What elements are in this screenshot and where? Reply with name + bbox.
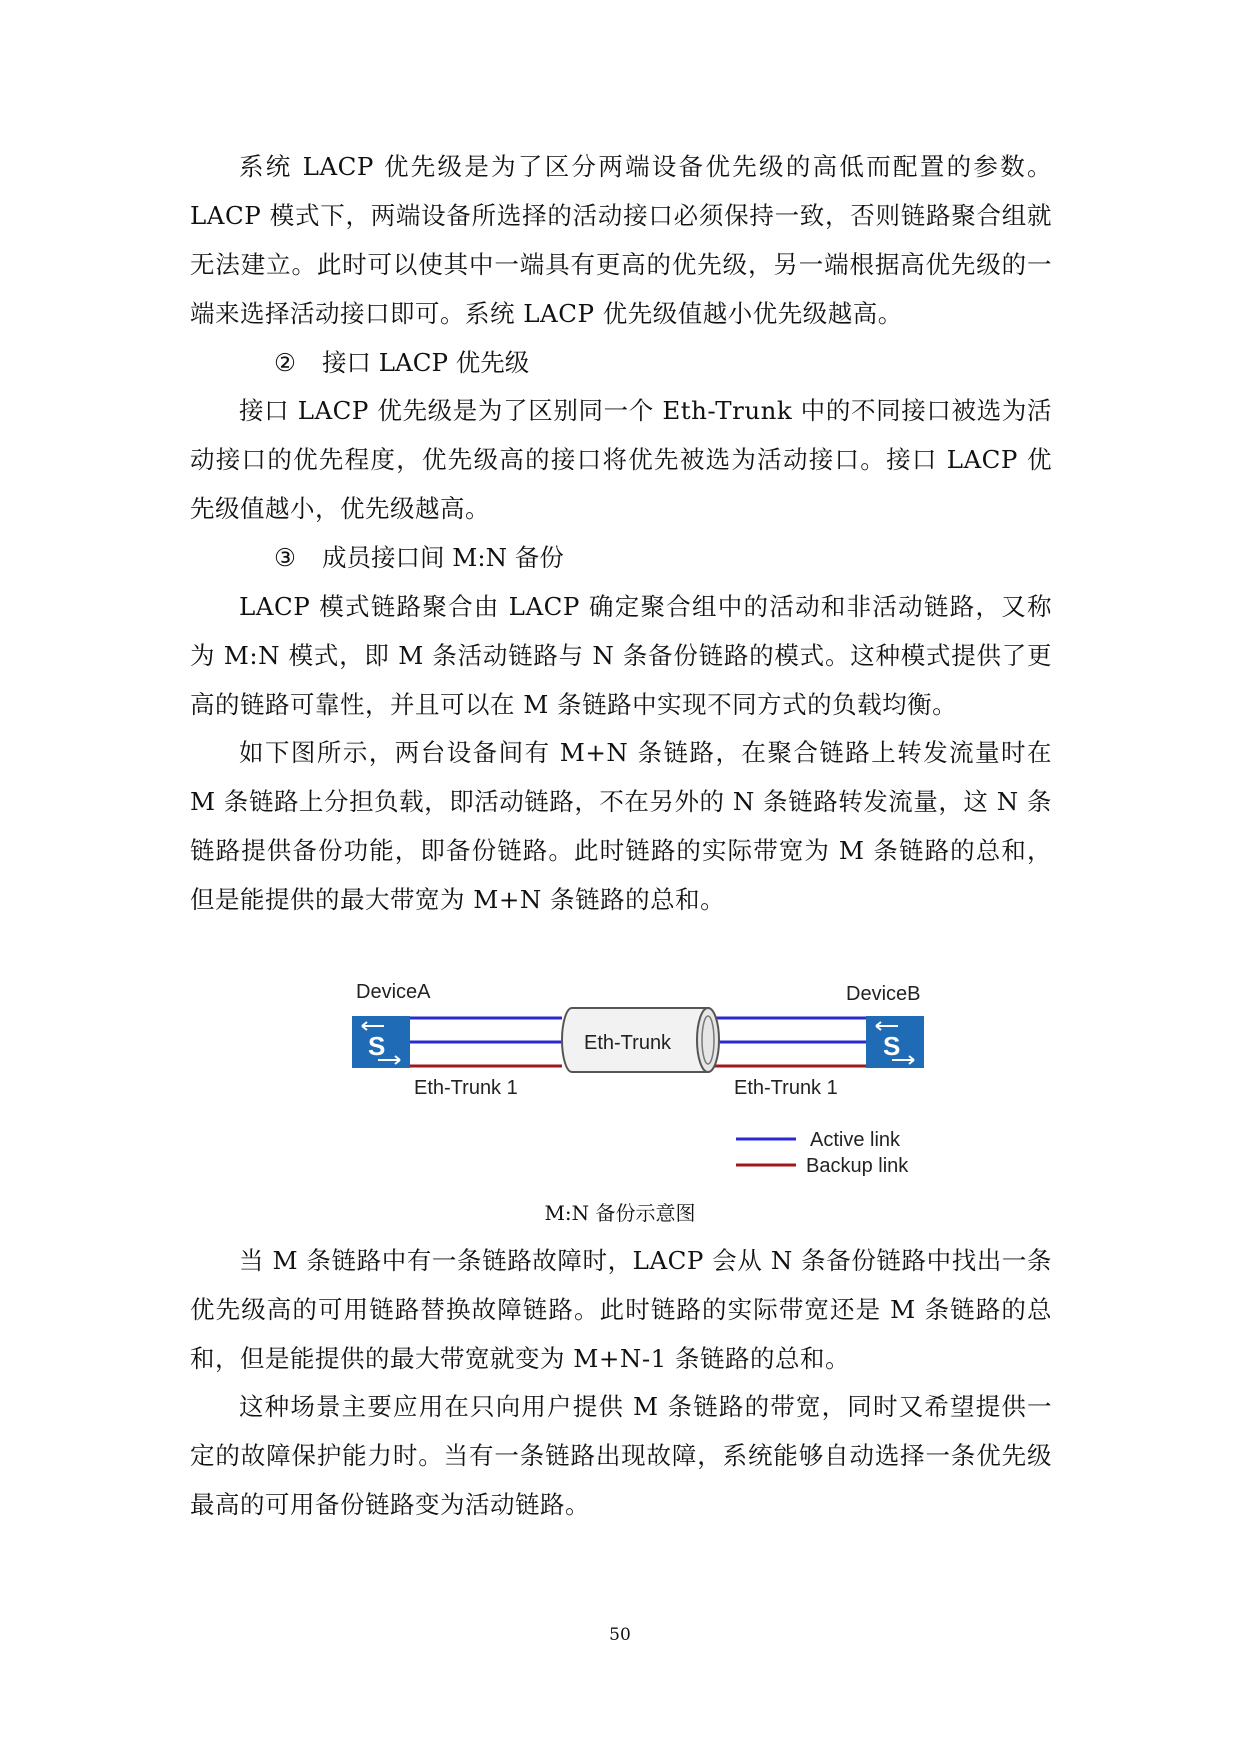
device-a-label: DeviceA [356,981,431,1003]
paragraph-interface-lacp-priority: 接口 LACP 优先级是为了区别同一个 Eth-Trunk 中的不同接口被选为活动接口的优先程度，优先级高的接口将优先被选为活动接口。接口 LACP 优先级值越小，优先级越高。 [190,396,1052,523]
item-number: ② [274,348,296,377]
device-a-switch-icon [352,1016,410,1068]
list-item-interface-lacp-priority [274,338,529,387]
paragraph-use-case: 这种场景主要应用在只向用户提供 M 条链路的带宽，同时又希望提供一定的故障保护能力时。当有一条链路出现故障，系统能够自动选择一条优先级最高的可用备份链路变为活动链路。 [190,1392,1052,1519]
eth-trunk-label: Eth-Trunk [584,1032,672,1054]
paragraph-figure-intro: 如下图所示，两台设备间有 M+N 条链路，在聚合链路上转发流量时在 M 条链路上分担负载，即活动链路，不在另外的 N 条链路转发流量，这 N 条链路提供备份功能，即备份链路。此时链路的实际带宽为 M 条链路的总和，但是能提供的最大带宽为 M+N 条链路的总和。 [190,738,1052,914]
legend-active-label: Active link [810,1129,901,1151]
item-title: 接口 LACP 优先级 [322,348,530,377]
device-b-label: DeviceB [846,983,921,1005]
switch-glyph: S [368,1031,386,1061]
paragraph-link-failure: 当 M 条链路中有一条链路故障时，LACP 会从 N 条备份链路中找出一条优先级高的可用链路替换故障链路。此时链路的实际带宽还是 M 条链路的总和，但是能提供的最大带宽就变为 M+N-1 条链路的总和。 [190,1246,1052,1373]
paragraph-mn-mode: LACP 模式链路聚合由 LACP 确定聚合组中的活动和非活动链路，又称为 M:N 模式，即 M 条活动链路与 N 条备份链路的模式。这种模式提供了更高的链路可靠性，并且可以在 M 条链路中实现不同方式的负载均衡。 [190,592,1052,719]
paragraph-system-lacp-priority: 系统 LACP 优先级是为了区分两端设备优先级的高低而配置的参数。LACP 模式下，两端设备所选择的活动接口必须保持一致，否则链路聚合组就无法建立。此时可以使其中一端具有更高的优先级，另一端根据高优先级的一端来选择活动接口即可。系统 LACP 优先级值越小优先级越高。 [190,152,1052,328]
page-number: 50 [609,1625,631,1645]
switch-glyph: S [883,1031,901,1061]
list-item-mn-backup [274,533,564,582]
item-title: 成员接口间 M:N 备份 [322,543,564,572]
eth-trunk-cylinder [562,1008,719,1072]
device-b-switch-icon [866,1016,924,1068]
mn-backup-diagram [340,968,940,1196]
eth-trunk-1-label-a: Eth-Trunk 1 [414,1077,518,1099]
figure-caption: M:N 备份示意图 [544,1201,696,1225]
legend-backup-label: Backup link [806,1155,909,1177]
diagram-svg [340,968,940,1196]
eth-trunk-1-label-b: Eth-Trunk 1 [734,1077,838,1099]
legend [736,1129,909,1177]
item-number: ③ [274,543,296,572]
